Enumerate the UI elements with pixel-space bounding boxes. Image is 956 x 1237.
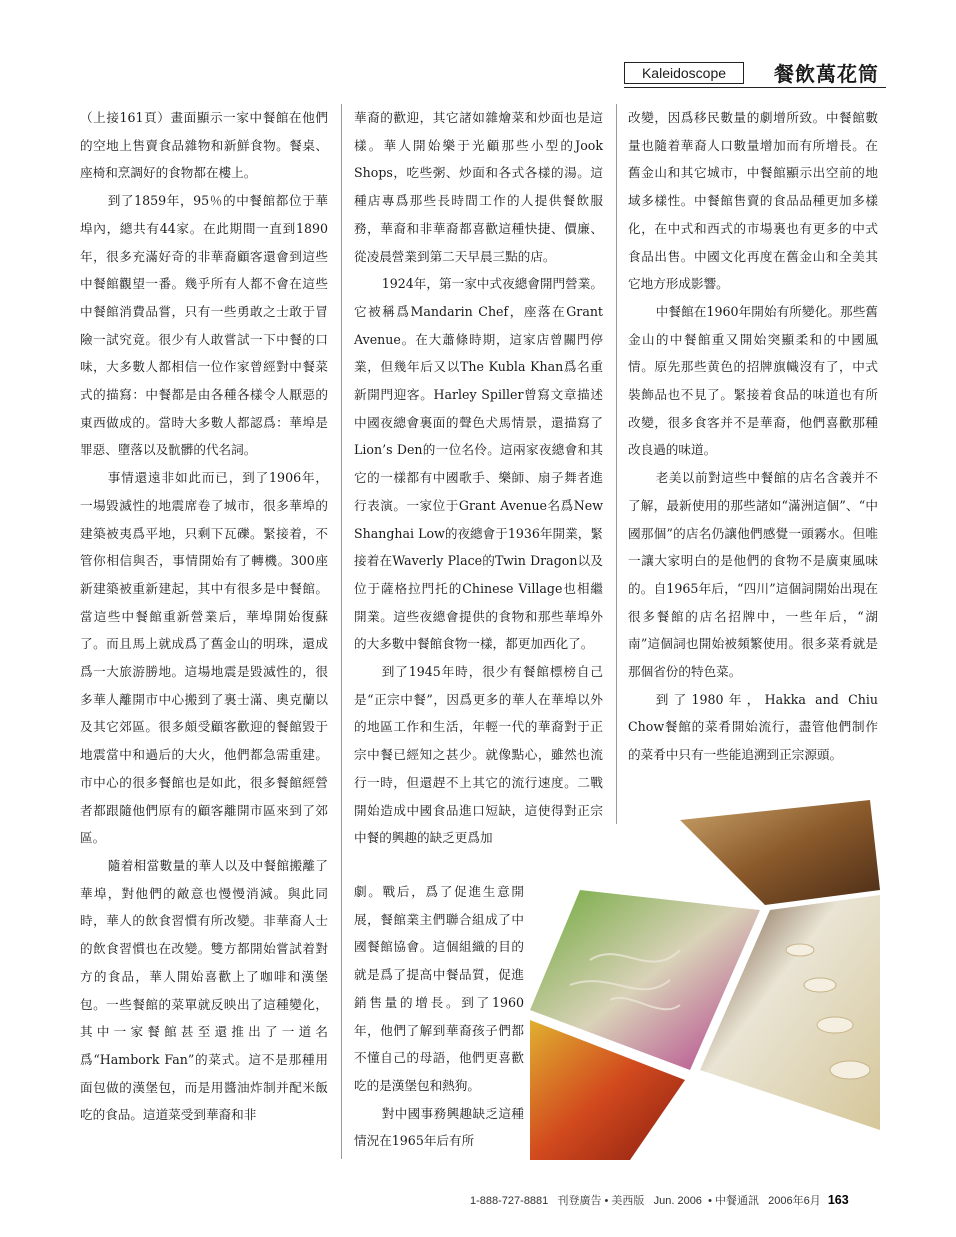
paragraph: 到了1945年時，很少有餐館標榜自己是“正宗中餐”，因爲更多的華人在華埠以外的地區工作和生活，年輕一代的華裔對于正宗中餐已經知之甚少。就像點心，雖然也流行一時，但還趕不上其它的流行速度。二戰開始造成中國食品進口短缺，這使得對正宗中餐的興趣的缺乏更爲加 bbox=[354, 664, 603, 846]
paragraph: 到了1980年，Hakka and Chiu Chow餐館的菜肴開始流行，盡管他們制作的菜肴中只有一些能追溯到正宗源頭。 bbox=[628, 691, 878, 763]
food-photo-collage bbox=[530, 800, 880, 1160]
article-column-1 bbox=[80, 104, 328, 1129]
footer-ad: 刊登廣告 • 美西版 bbox=[557, 1195, 645, 1207]
paragraph: 事情還遠非如此而已，到了1906年，一場毀滅性的地震席卷了城市，很多華埠的建築被夷爲平地，只剩下瓦礫。緊接着，不管你相信與否，事情開始有了轉機。300座新建築被重新建起，其中有很多是中餐館。當這些中餐館重新營業后，華埠開始復蘇了。而且馬上就成爲了舊金山的明珠，還成爲一大旅游勝地。這場地震是毀滅性的，很多華人離開市中心搬到了裏士滿、奧克蘭以及其它郊區。很多頗受顧客歡迎的餐館毀于地震當中和過后的大火，他們都急需重建。市中心的很多餐館也是如此，很多餐館經營者都跟隨他們原有的顧客離開市區來到了郊區。 bbox=[80, 470, 328, 846]
paragraph: 中餐館在1960年開始有所變化。那些舊金山的中餐館重又開始突顯柔和的中國風情。原先那些黄色的招牌旗幟沒有了，中式裝飾品也不見了。緊接着食品的味道也有所改變，很多食客并不是華裔，他們喜歡那種改良過的味道。 bbox=[628, 303, 878, 458]
article-column-3 bbox=[628, 104, 878, 769]
section-header bbox=[624, 60, 886, 88]
page-footer bbox=[470, 1192, 876, 1208]
footer-publication: • 中餐通訊 bbox=[708, 1195, 759, 1207]
header-rule bbox=[624, 87, 886, 88]
footer-date-zh: 2006年6月 bbox=[768, 1195, 821, 1207]
paragraph: （上接161頁）畫面顯示一家中餐館在他們的空地上售賣食品雜物和新鮮食物。餐桌、座椅和烹調好的食物都在樓上。 bbox=[80, 110, 328, 181]
article-column-2-continued bbox=[354, 878, 524, 1155]
page-number: 163 bbox=[827, 1193, 849, 1207]
paragraph: 對中國事務興趣缺乏這種情況在1965年后有所 bbox=[354, 1105, 524, 1149]
section-title-zh: 餐飲萬花筒 bbox=[774, 62, 879, 86]
paragraph: 1924年，第一家中式夜總會開門營業。它被稱爲Mandarin Chef，座落在Grant Avenue。在大蕭條時期，這家店曾關門停業，但幾年后又以The Kubla Khan爲名重新開門迎客。Harley Spiller曾寫文章描述中國夜總會裏面的聲色犬馬情景，還描寫了Lion’s Den的一位名伶。這兩家夜總會和其它的一樣都有中國歌手、樂師、扇子舞者進行表演。一家位于Grant Avenue名爲New Shanghai Low的夜總會于1936年開業，緊接着在Waverly Place的Twin Dragon以及位于薩格拉門托的Chinese Village也相繼開業。這些夜總會提供的食物和那些華埠外的大多數中餐館食物一樣，都更加西化了。 bbox=[354, 276, 603, 652]
article-column-2 bbox=[354, 104, 603, 852]
footer-date-en: Jun. 2006 bbox=[653, 1195, 702, 1207]
column-divider-2 bbox=[616, 104, 617, 824]
paragraph: 劇。戰后，爲了促進生意開展，餐館業主們聯合組成了中國餐館協會。這個組織的目的就是爲了提高中餐品質，促進銷售量的增長。到了1960年，他們了解到華裔孩子們都不懂自己的母語，他們更喜歡吃的是漢堡包和熱狗。 bbox=[354, 884, 524, 1093]
paragraph: 到了1859年，95％的中餐館都位于華埠內，總共有44家。在此期間一直到1890年，很多充滿好奇的非華裔顧客還會到這些中餐館觀望一番。幾乎所有人都不會在這些中餐館消費品嘗，只有一些勇敢之士敢于冒險一試究竟。很少有人敢嘗試一下中餐的口味，大多數人都相信一位作家曾經對中餐菜式的描寫：中餐都是由各種各樣令人厭惡的東西做成的。當時大多數人都認爲：華埠是罪惡、墮落以及骯髒的代名詞。 bbox=[80, 193, 328, 458]
photo-slice-kitchen bbox=[680, 800, 880, 905]
paragraph: 華裔的歡迎，其它諸如雜燴菜和炒面也是這樣。華人開始樂于光顧那些小型的Jook Shops，吃些粥、炒面和各式各樣的湯。這種店專爲那些長時間工作的人提供餐飲服務，華裔和非華裔都喜歡這種快捷、價廉、從凌晨營業到第二天早晨三點的店。 bbox=[354, 110, 603, 264]
paragraph: 老美以前對這些中餐館的店名含義并不了解，最新使用的那些諸如“滿洲這個”、“中國那個”的店名仍讓他們感覺一頭霧水。但唯一讓大家明白的是他們的食物不是廣東風味的。自1965年后，“四川”這個詞開始出現在很多餐館的店名招牌中，一些年后，“湖南”這個詞也開始被頻繁使用。很多菜肴就是那個省份的特色菜。 bbox=[628, 470, 878, 680]
footer-phone: 1-888-727-8881 bbox=[470, 1195, 549, 1207]
section-label-en: Kaleidoscope bbox=[624, 62, 744, 84]
paragraph: 隨着相當數量的華人以及中餐館搬離了華埠，對他們的敵意也慢慢消減。與此同時，華人的飲食習慣有所改變。非華裔人士的飲食習慣也在改變。雙方都開始嘗試着對方的食品，華人開始喜歡上了咖啡和漢堡包。一些餐館的菜單就反映出了這種變化，其中一家餐館甚至還推出了一道名爲“Hambork Fan”的菜式。這不是那種用面包做的漢堡包，而是用醬油炸制并配米飯吃的食品。這道菜受到華裔和非 bbox=[80, 857, 328, 1123]
column-divider-1 bbox=[341, 104, 342, 1159]
paragraph: 改變，因爲移民數量的劇增所致。中餐館數量也隨着華裔人口數量增加而有所增長。在舊金山和其它城市，中餐館顯示出空前的地域多樣性。中餐館售賣的食品品種更加多樣化，在中式和西式的市場裏也有更多的中式食品出售。中國文化再度在舊金山和全美其它地方形成影響。 bbox=[628, 110, 878, 292]
